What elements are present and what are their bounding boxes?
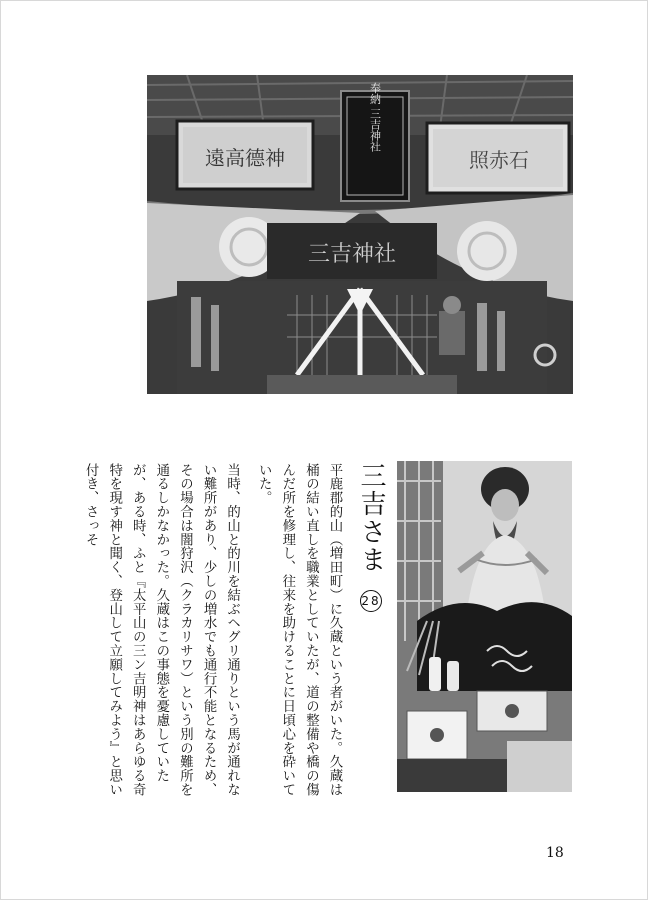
article-paragraph-2: 当時、的山と的川を結ぶヘグリ通りという馬が通れない難所があり、少しの増水でも通行不能となるため、その場合は闇狩沢（クラカリサワ）という別の難所を通るしかなかった。久蔵はこの事態を憂慮していたが、ある時、ふと『太平山の三ン吉明神はあらゆる奇特を現す神と聞く、登山して立願してみよう』と思い付き、さっそ [83, 463, 240, 797]
article-body [78, 463, 346, 808]
article-title-text: 三吉さま [356, 462, 386, 574]
shrine-interior-photo [147, 75, 573, 394]
article-number-badge: 28 [360, 590, 382, 612]
signboard-center-text: 奉納 三吉神社 [368, 82, 382, 152]
page-number: 18 [546, 845, 564, 861]
shrine-banner-text: 三吉神社 [307, 242, 397, 267]
article-title [356, 462, 386, 612]
deity-statue-photo [397, 461, 572, 792]
plaque-right-text: 照赤石 [469, 148, 529, 172]
plaque-left-text: 遠高德神 [205, 146, 285, 170]
article-paragraph-1: 平鹿郡的山（増田町）に久蔵という者がいた。久蔵は桶の結い直しを職業としていたが、道の整備や橋の傷んだ所を修理し、往来を助けることに日頃心を砕いていた。 [256, 463, 342, 797]
